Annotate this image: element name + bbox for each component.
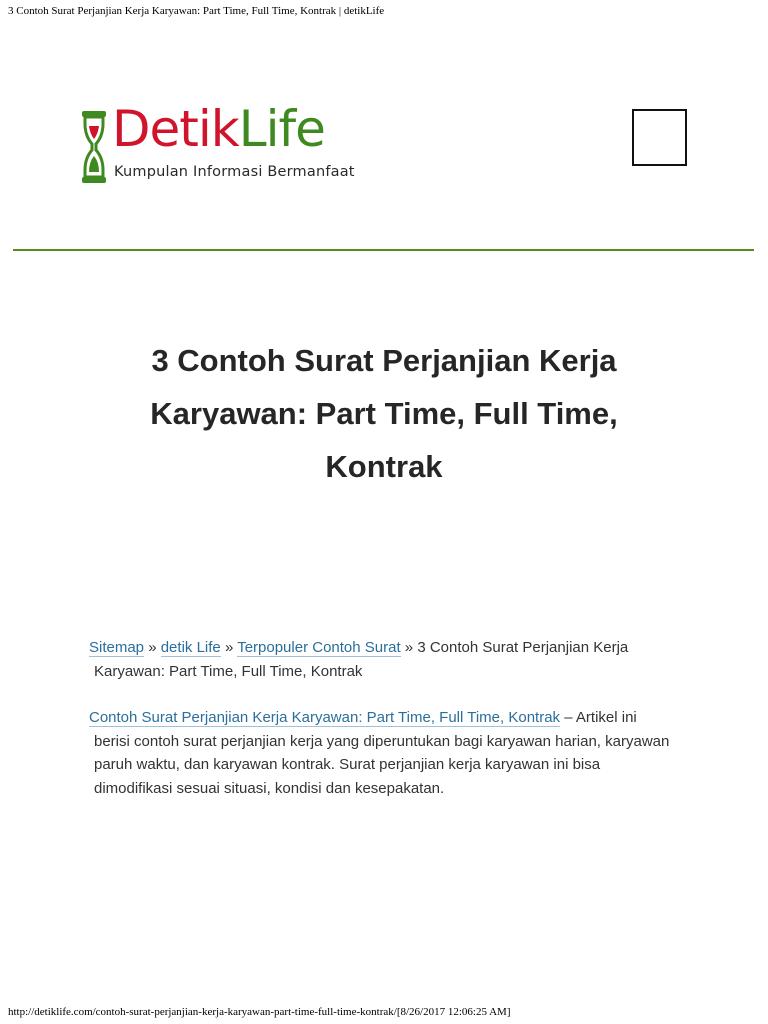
intro-text-line-3: paruh waktu, dan karyawan kontrak. Surat perjanjian kerja karyawan ini bisa (94, 756, 601, 773)
breadcrumb-current-line-1: 3 Contoh Surat Perjanjian Kerja (417, 639, 629, 656)
logo-wordmark (112, 98, 325, 160)
breadcrumb-detik-life-link[interactable]: detik Life (160, 639, 221, 656)
breadcrumb-sitemap-link[interactable]: Sitemap (89, 639, 145, 656)
title-line-3: Kontrak (325, 449, 443, 484)
menu-button[interactable] (632, 109, 687, 166)
header-divider (13, 249, 754, 251)
intro-text-line-4: dimodifikasi sesuai situasi, kondisi dan kesepakatan. (94, 779, 445, 797)
hourglass-icon (80, 110, 108, 184)
intro-text-line-1: – Artikel ini (564, 709, 637, 726)
intro-article-link[interactable]: Contoh Surat Perjanjian Kerja Karyawan: Part Time, Full Time, Kontrak (89, 709, 561, 726)
intro-text-line-2: berisi contoh surat perjanjian kerja yang diperuntukan bagi karyawan harian, karyawan (94, 732, 670, 750)
breadcrumb-separator: » (224, 639, 234, 656)
title-line-1: 3 Contoh Surat Perjanjian Kerja (151, 343, 617, 378)
logo-tagline: Kumpulan Informasi Bermanfaat (114, 164, 355, 180)
site-logo[interactable] (80, 100, 360, 188)
logo-word-detik: Detik (112, 100, 239, 158)
logo-word-life: Life (238, 100, 325, 158)
title-line-2: Karyawan: Part Time, Full Time, (150, 396, 618, 431)
article-title (84, 334, 684, 493)
breadcrumb-current-line-2: Karyawan: Part Time, Full Time, Kontrak (94, 662, 363, 680)
breadcrumb-separator: » (148, 639, 157, 656)
print-header: 3 Contoh Surat Perjanjian Kerja Karyawan: Part Time, Full Time, Kontrak | detikLife (8, 5, 385, 17)
breadcrumb-separator: » (404, 639, 414, 656)
breadcrumb (89, 636, 689, 683)
intro-paragraph (89, 706, 689, 800)
print-footer-url: http://detiklife.com/contoh-surat-perjanjian-kerja-karyawan-part-time-full-time-kontrak/[8/26/2017 12:06:25 AM] (8, 1006, 511, 1018)
breadcrumb-category-link[interactable]: Terpopuler Contoh Surat (237, 639, 401, 656)
